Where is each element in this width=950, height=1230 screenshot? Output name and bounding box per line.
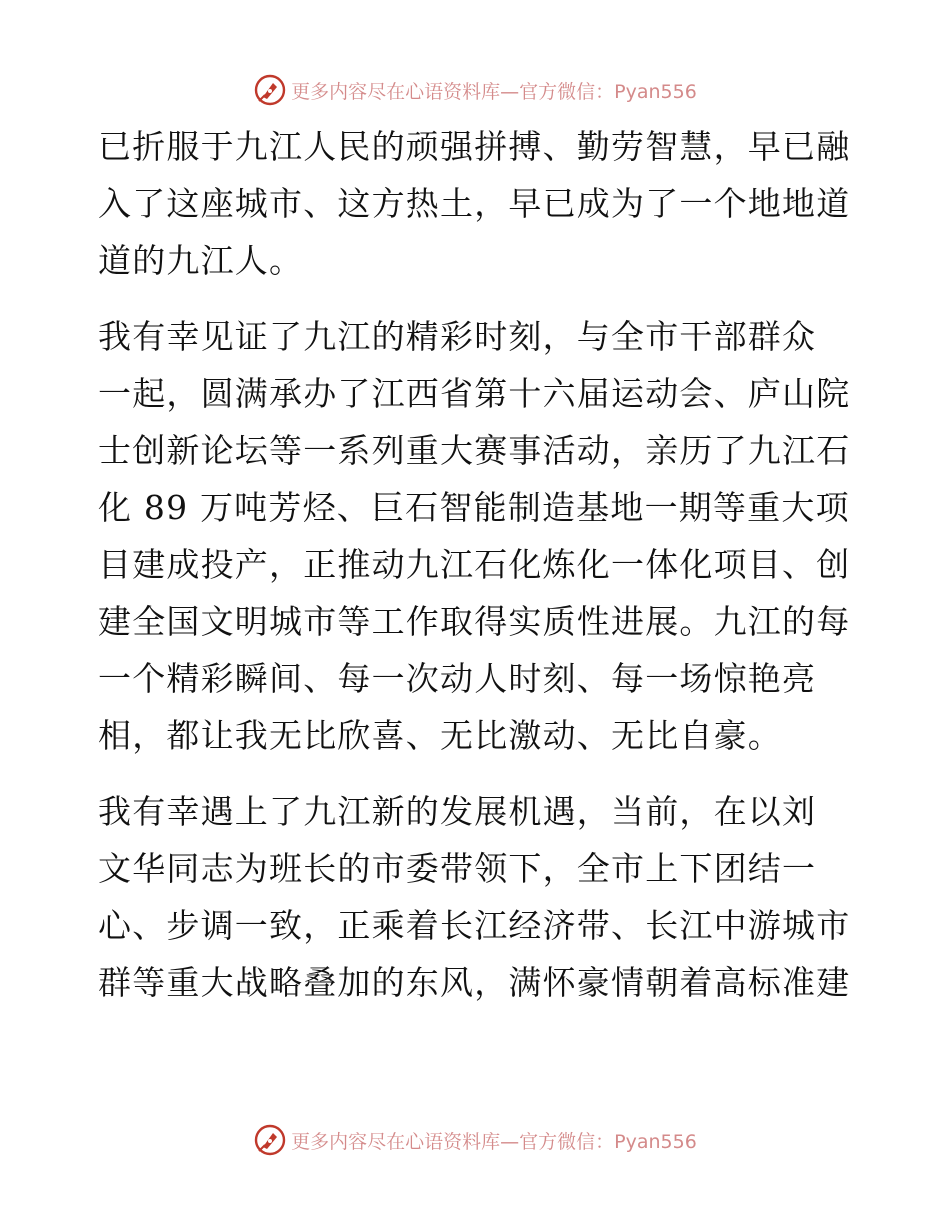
- footer-watermark: [0, 1120, 950, 1160]
- text-line: 一个精彩瞬间、每一次动人时刻、每一场惊艳亮: [98, 659, 817, 698]
- text-line: 文华同志为班长的市委带领下，全市上下团结一: [98, 849, 817, 888]
- paragraph: [98, 783, 853, 1011]
- paragraph: [98, 308, 853, 764]
- paragraph: [98, 118, 853, 289]
- text-line: 心、步调一致，正乘着长江经济带、长江中游城市: [98, 906, 851, 945]
- text-line: 一起，圆满承办了江西省第十六届运动会、庐山院: [98, 374, 851, 413]
- text-line: 入了这座城市、这方热土，早已成为了一个地地道: [98, 184, 851, 223]
- text-line: 群等重大战略叠加的东风，满怀豪情朝着高标准建: [98, 963, 851, 1002]
- pen-nib-icon: [253, 73, 287, 107]
- paragraph-gap: [98, 764, 853, 783]
- pen-nib-icon: [253, 1123, 287, 1157]
- text-line: 我有幸遇上了九江新的发展机遇，当前，在以刘: [98, 792, 817, 831]
- text-line: 建全国文明城市等工作取得实质性进展。九江的每: [98, 602, 851, 641]
- text-line: 已折服于九江人民的顽强拼搏、勤劳智慧，早已融: [98, 127, 851, 166]
- watermark-text: 更多内容尽在心语资料库—官方微信：Pyan556: [291, 80, 697, 103]
- text-line: 道的九江人。: [98, 241, 304, 280]
- text-line: 化 89 万吨芳烃、巨石智能制造基地一期等重大项: [98, 488, 850, 527]
- text-line: 士创新论坛等一系列重大赛事活动，亲历了九江石: [98, 431, 851, 470]
- document-body: [98, 118, 853, 1011]
- paragraph-gap: [98, 289, 853, 308]
- text-line: 我有幸见证了九江的精彩时刻，与全市干部群众: [98, 317, 817, 356]
- watermark-text: 更多内容尽在心语资料库—官方微信：Pyan556: [291, 1130, 697, 1153]
- header-watermark: [0, 70, 950, 110]
- text-line: 目建成投产，正推动九江石化炼化一体化项目、创: [98, 545, 851, 584]
- text-line: 相，都让我无比欣喜、无比激动、无比自豪。: [98, 716, 782, 755]
